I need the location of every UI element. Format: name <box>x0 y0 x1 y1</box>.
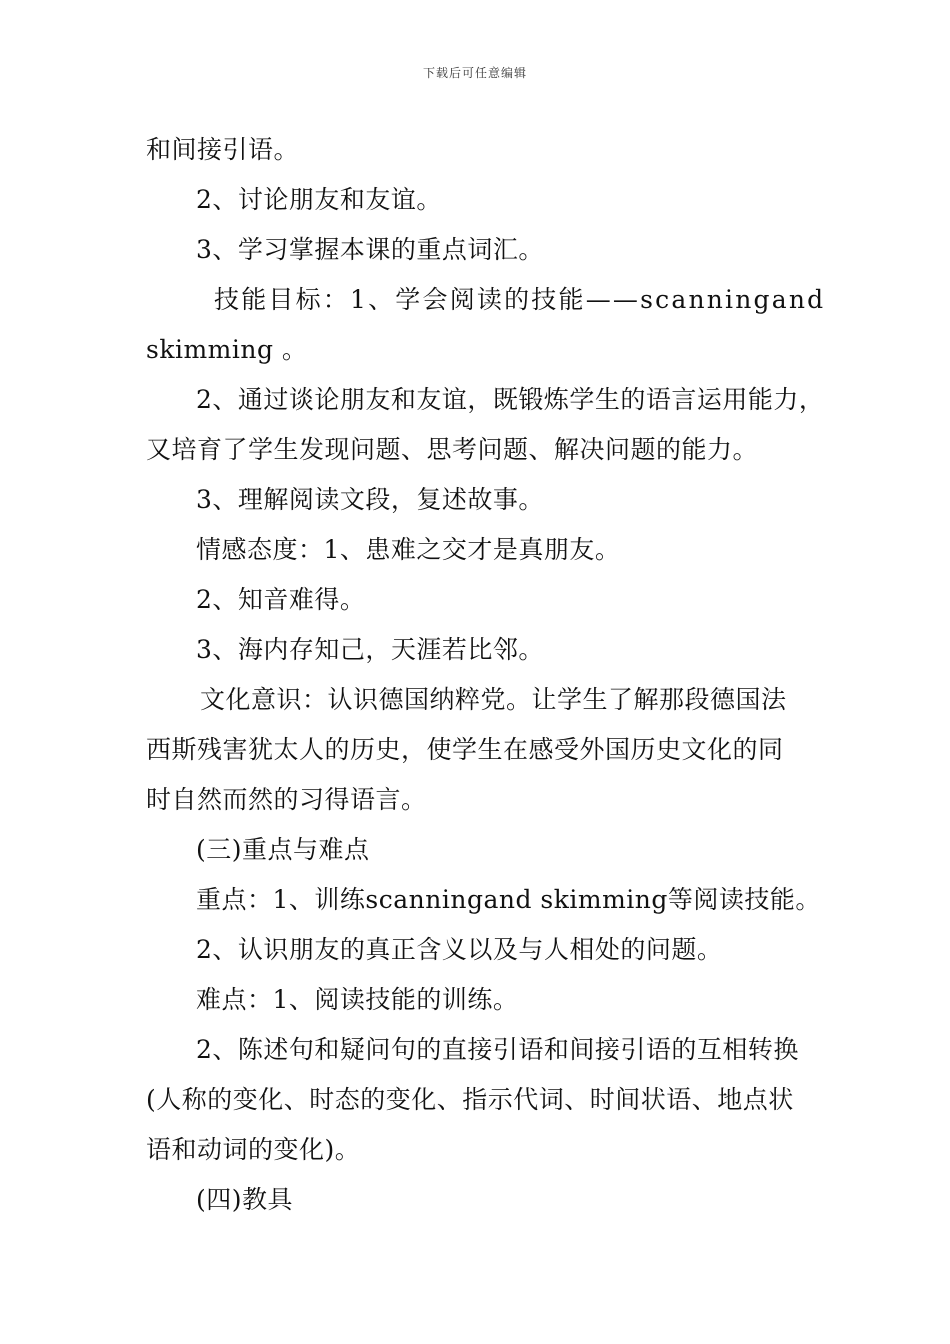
paragraph-line: 2、讨论朋友和友谊。 <box>196 185 442 214</box>
paragraph-line: 3、学习掌握本课的重点词汇。 <box>196 235 544 264</box>
paragraph-line: 时自然而然的习得语言。 <box>146 785 427 814</box>
paragraph-line: 2、陈述句和疑问句的直接引语和间接引语的互相转换 <box>196 1035 799 1064</box>
paragraph-line: 情感态度：1、患难之交才是真朋友。 <box>196 535 621 564</box>
paragraph-line: 文化意识：认识德国纳粹党。让学生了解那段德国法 <box>200 685 787 714</box>
paragraph-line: (人称的变化、时态的变化、指示代词、时间状语、地点状 <box>146 1085 794 1114</box>
paragraph-line: 2、认识朋友的真正含义以及与人相处的问题。 <box>196 935 723 964</box>
section-heading: (三)重点与难点 <box>196 835 370 864</box>
paragraph-line: 和间接引语。 <box>146 135 300 164</box>
paragraph-line: 西斯残害犹太人的历史，使学生在感受外国历史文化的同 <box>146 735 784 764</box>
paragraph-line: 又培育了学生发现问题、思考问题、解决问题的能力。 <box>146 435 759 464</box>
section-heading: (四)教具 <box>196 1185 294 1214</box>
paragraph-line: 难点：1、阅读技能的训练。 <box>196 985 519 1014</box>
paragraph-line: 重点：1、训练scanningand skimming等阅读技能。 <box>196 885 821 914</box>
paragraph-line: skimming 。 <box>146 335 308 364</box>
paragraph-line: 语和动词的变化)。 <box>146 1135 361 1164</box>
page-header: 下载后可任意编辑 <box>422 66 527 80</box>
paragraph-line: 3、理解阅读文段，复述故事。 <box>196 485 544 514</box>
paragraph-line: 2、通过谈论朋友和友谊，既锻炼学生的语言运用能力， <box>196 385 825 414</box>
paragraph-line: 2、知音难得。 <box>196 585 366 614</box>
paragraph-line: 3、海内存知己，天涯若比邻。 <box>196 635 544 664</box>
paragraph-line: 技能目标：1、学会阅读的技能——scanningand <box>214 285 826 314</box>
